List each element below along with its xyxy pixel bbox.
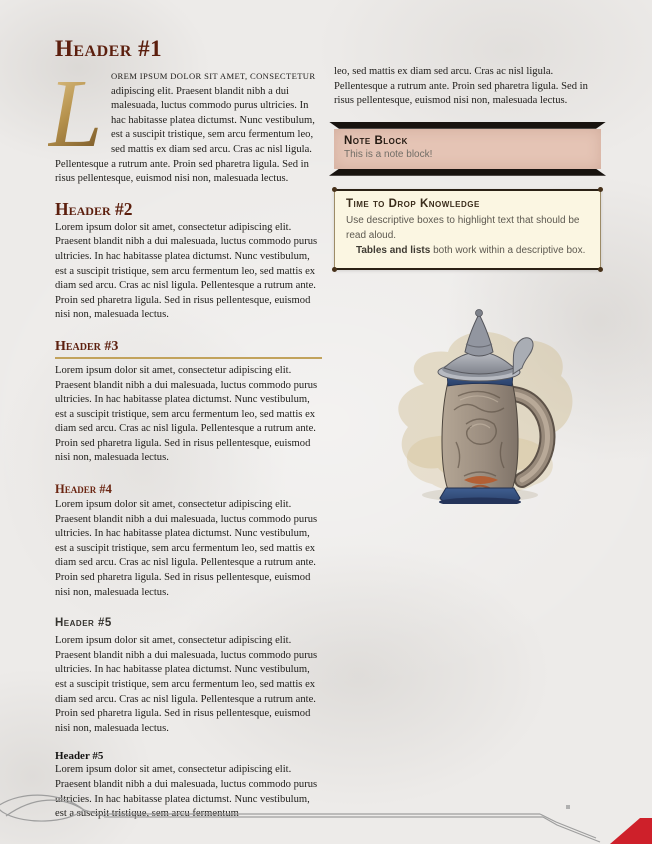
- bold-lead: Tables and lists: [356, 244, 431, 256]
- paragraph: Lorem ipsum dolor sit amet, consectetur adipiscing elit. Praesent blandit nibh a dui malesuada, luctus commodo purus ultricies. In hac habitasse platea dictumst. Nunc vestibulum, est a suscipit tristique, sem arcu fermentum leo, sed mattis ex diam sed arcu. Cras ac nisl ligula. Pellentesque a rutrum ante. Proin sed pharetra ligula. Sed in risus pellentesque, euismod nisi non, malesuada lectus.: [55, 635, 318, 734]
- header-1: Header #1: [55, 36, 163, 61]
- lead-small-caps: OREM IPSUM DOLOR SIT AMET, CONSECTETUR: [111, 71, 316, 81]
- paragraph: Lorem ipsum dolor sit amet, consectetur adipiscing elit. Praesent blandit nibh a dui malesuada, luctus commodo purus ultricies. In hac habitasse platea dictumst. Nunc vestibulum, est a suscipit tristique, sem arcu fermentum leo, sed mattis ex diam sed arcu. Cras ac nisl ligula. Pellentesque a rutrum ante. Proin sed pharetra ligula. Sed in risus pellentesque, euismod nisi non, malesuada lectus.: [55, 221, 318, 321]
- note-title: Note Block: [344, 134, 408, 147]
- red-corner-triangle: [610, 818, 652, 844]
- leaf-flourish-icon: [0, 795, 104, 821]
- note-text: This is a note block!: [344, 148, 433, 160]
- dropcap-paragraph: [48, 60, 322, 187]
- corner-dot-icon: [598, 267, 603, 272]
- footer-ornament: [0, 792, 652, 844]
- descriptive-box: [334, 189, 601, 270]
- beer-stein-image: [362, 292, 590, 504]
- paragraph: Lorem ipsum dolor sit amet, consectetur adipiscing elit. Praesent blandit nibh a dui malesuada, luctus commodo purus ultricies. In hac habitasse platea dictumst. Nunc vestibulum, est a suscipit tristique, sem arcu fermentum leo, sed mattis ex diam sed arcu. Cras ac nisl ligula. Pellentesque a rutrum ante. Proin sed pharetra ligula. Sed in risus pellentesque, euismod nisi non, malesuada lectus.: [55, 364, 318, 464]
- drop-cap-letter: L: [48, 60, 103, 168]
- header-3: Header #3: [55, 339, 322, 359]
- header-5-bold: Header #5: [55, 750, 104, 763]
- corner-dot-icon: [598, 187, 603, 192]
- right-column: [334, 36, 601, 822]
- corner-dot-icon: [332, 267, 337, 272]
- note-ribbon-bottom: [329, 169, 606, 176]
- corner-dot-icon: [332, 187, 337, 192]
- paragraph: Lorem ipsum dolor sit amet, consectetur adipiscing elit. Praesent blandit nibh a dui malesuada, luctus commodo purus ultricies. In hac habitasse platea dictumst. Nunc vestibulum, est a suscipit tristique, sem arcu fermentum leo, sed mattis ex diam sed arcu. Cras ac nisl ligula. Pellentesque a rutrum ante. Proin sed pharetra ligula. Sed in risus pellentesque, euismod nisi non, malesuada lectus.: [55, 499, 318, 598]
- paragraph-truncated: Lorem ipsum dolor sit amet, consectetur adipiscing elit. Praesent blandit nibh a dui malesuada, luctus commodo purus ultricies. In hac habitasse platea dictumst. Nunc vestibulum, est a suscipit tristique, sem arcu fermentum: [55, 764, 318, 820]
- descriptive-box-line2: Tables and lists both work within a descriptive box.: [356, 244, 586, 256]
- left-column: [48, 36, 322, 822]
- note-ribbon-top: [329, 122, 606, 129]
- beer-stein-illustration: [362, 292, 590, 504]
- descriptive-box-line1: Use descriptive boxes to highlight text that should be read aloud.: [346, 214, 580, 241]
- descriptive-box-title: Time to Drop Knowledge: [346, 197, 480, 210]
- continuation-paragraph: leo, sed mattis ex diam sed arcu. Cras ac nisl ligula. Pellentesque a rutrum ante. Proin sed pharetra ligula. Sed in risus pellentesque, euismod nisi non, malesuada lectus.: [334, 66, 588, 107]
- header-4: Header #4: [55, 482, 112, 497]
- note-block: [334, 122, 601, 176]
- note-body: [334, 129, 601, 169]
- paragraph-text: adipiscing elit. Praesent blandit nibh a dui malesuada, luctus commodo purus ultricies. In hac habitasse platea dictumst. Nunc vestibulum, est a suscipit tristique, sem arcu fermentum leo, sed mattis ex diam sed arcu. Cras ac nisl ligula. Pellentesque a rutrum ante. Proin sed pharetra ligula. Sed in risus pellentesque, euismod nisi non, malesuada lectus.: [55, 85, 315, 185]
- header-5: Header #5: [55, 617, 112, 630]
- header-2: Header #2: [55, 198, 133, 219]
